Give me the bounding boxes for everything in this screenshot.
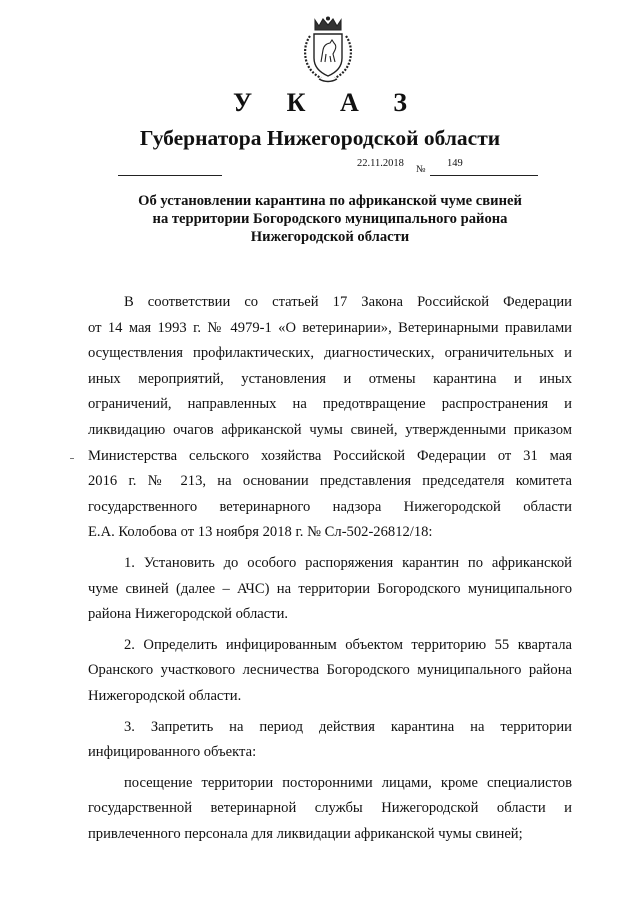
clause-3-item-paragraph: [88, 771, 572, 848]
margin-mark: [70, 458, 74, 459]
text-line: ликвидацию очагов африканской чумы свиней, утвержденными приказом: [88, 421, 572, 438]
text-line: Нижегородской области.: [88, 687, 242, 704]
text-line: 3. Запретить на период действия карантина на территории: [124, 718, 572, 735]
number-rule: [430, 175, 538, 176]
coat-of-arms-emblem: [297, 16, 359, 86]
text-line: 1. Установить до особого распоряжения карантин по африканской: [124, 554, 572, 571]
heading-line: Об установлении карантина по африканской чуме свиней: [138, 193, 522, 209]
text-line: посещение территории посторонними лицами, кроме специалистов: [124, 774, 572, 791]
issuer-subtitle: Губернатора Нижегородской области: [139, 126, 501, 150]
text-line: 2016 г. № 213, на основании представления председателя комитета: [88, 473, 572, 490]
text-line: В соответствии со статьей 17 Закона Российской Федерации: [124, 294, 572, 310]
clause-2-paragraph: [88, 633, 572, 710]
text-line: Министерства сельского хозяйства Российской Федерации от 31 мая: [88, 447, 572, 464]
number-sign: №: [416, 164, 426, 175]
clause-3-paragraph: [88, 715, 572, 766]
heading-line: на территории Богородского муниципального района: [152, 211, 508, 227]
text-line: Е.А. Колобова от 13 ноября 2018 г. № Сл-502-26812/18:: [88, 524, 433, 541]
text-line: иных мероприятий, установления и отмены карантина и иных: [88, 370, 572, 387]
text-line: района Нижегородской области.: [88, 606, 289, 623]
text-line: государственной ветеринарной службы Нижегородской области и: [88, 800, 572, 817]
heading-line: Нижегородской области: [250, 229, 410, 245]
text-line: от 14 мая 1993 г. № 4979-1 «О ветеринарии», Ветеринарными правилами: [88, 319, 572, 336]
left-signature-rule: [118, 175, 222, 176]
decree-date: 22.11.2018: [357, 158, 404, 169]
text-line: государственного ветеринарного надзора Нижегородской области: [88, 498, 572, 515]
decree-title: У К А З: [233, 88, 421, 117]
text-line: инфицированного объекта:: [88, 744, 257, 761]
decree-number: 149: [447, 158, 463, 169]
decree-heading: [90, 192, 570, 246]
text-line: 2. Определить инфицированным объектом территорию 55 квартала: [124, 636, 572, 653]
clause-1-paragraph: [88, 551, 572, 628]
decree-body: [88, 290, 572, 847]
text-line: осуществления профилактических, диагностических, ограничительных и: [88, 345, 572, 362]
preamble-paragraph: [88, 290, 572, 546]
text-line: привлеченного персонала для ликвидации африканской чумы свиней;: [88, 825, 523, 842]
text-line: ограничений, направленных на предотвращение распространения и: [88, 396, 572, 413]
text-line: Оранского участкового лесничества Богородского муниципального района: [88, 662, 572, 679]
text-line: чуме свиней (далее – АЧС) на территории Богородского муниципального: [88, 580, 572, 597]
